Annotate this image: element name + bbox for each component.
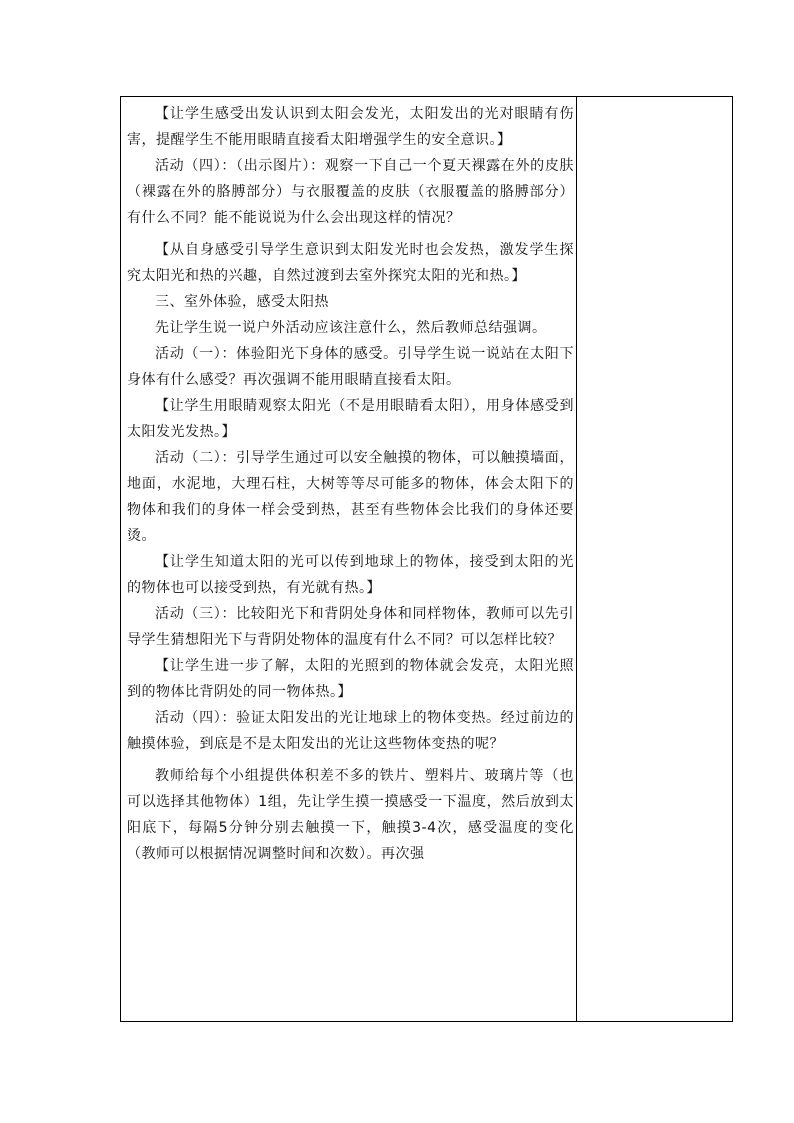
paragraph: 活动（一）：体验阳光下身体的感受。引导学生说一说站在太阳下身体有什么感受？再次强调不能用眼睛直接看太阳。: [127, 346, 574, 388]
content-cell: [121, 97, 577, 1021]
paragraph: 活动（四）：（出示图片）：观察一下自己一个夏天裸露在外的皮肤（裸露在外的胳膊部分）与衣服覆盖的皮肤（衣服覆盖的胳膊部分）有什么不同？能不能说说为什么会出现这样的情况？: [127, 158, 574, 226]
paragraph: 【让学生用眼睛观察太阳光（不是用眼睛看太阳），用身体感受到太阳发光发热。】: [127, 398, 574, 440]
notes-cell: [577, 97, 732, 1021]
paragraph: 活动（二）：引导学生通过可以安全触摸的物体，可以触摸墙面，地面，水泥地，大理石柱，大树等等尽可能多的物体，体会太阳下的物体和我们的身体一样会受到热，甚至有些物体会比我们的身体还要烫。: [127, 450, 574, 544]
section-heading: 三、室外体验，感受太阳热: [155, 294, 329, 310]
paragraph: 活动（四）：验证太阳发出的光让地球上的物体变热。经过前边的触摸体验，到底是不是太阳发出的光让这些物体变热的呢？: [127, 710, 574, 752]
content-text: [121, 97, 576, 867]
paragraph: 【从自身感受引导学生意识到太阳发光时也会发热，激发学生探究太阳光和热的兴趣，自然过渡到去室外探究太阳的光和热。】: [127, 242, 574, 284]
paragraph: 【让学生感受出发认识到太阳会发光，太阳发出的光对眼睛有伤害，提醒学生不能用眼睛直接看太阳增强学生的安全意识。】: [127, 106, 574, 148]
paragraph: 活动（三）：比较阳光下和背阴处身体和同样物体，教师可以先引导学生猜想阳光下与背阴处物体的温度有什么不同？可以怎样比较？: [127, 606, 574, 648]
paragraph: 先让学生说一说户外活动应该注意什么，然后教师总结强调。: [155, 320, 547, 336]
paragraph: 【让学生进一步了解，太阳的光照到的物体就会发亮，太阳光照到的物体比背阴处的同一物体热。】: [127, 658, 574, 700]
paragraph: 教师给每个小组提供体积差不多的铁片、塑料片、玻璃片等（也可以选择其他物体）1组，先让学生摸一摸感受一下温度，然后放到太阳底下，每隔5分钟分别去触摸一下，触摸3-4次，感受温度的变化（教师可以根据情况调整时间和次数）。再次强: [127, 768, 574, 862]
paragraph: 【让学生知道太阳的光可以传到地球上的物体，接受到太阳的光的物体也可以接受到热，有光就有热。】: [127, 554, 574, 596]
lesson-table: [120, 96, 733, 1022]
